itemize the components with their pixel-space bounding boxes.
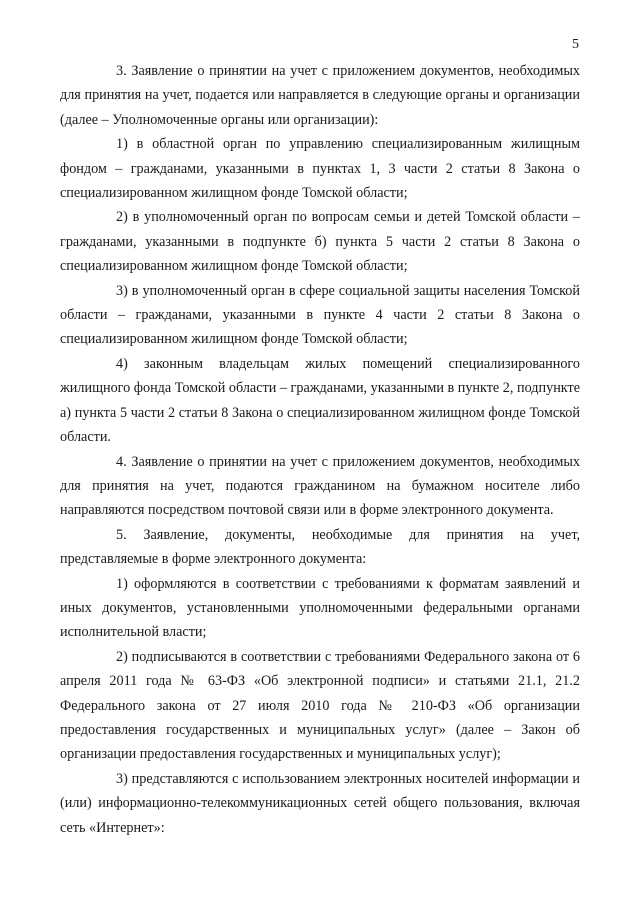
paragraph-item-5-subitem-2: 2) подписываются в соответствии с требованиями Федерального закона от 6 апреля 2011 года № 63-ФЗ «Об электронной подписи» и статьями 21.1, 21.2 Федерального закона от 27 июля 2010 года № 210-ФЗ «Об организации предоставления государственных и муниципальных услуг» (далее – Закон об организации предоставления государственных и муниципальных услуг); xyxy=(60,648,580,763)
paragraph-item-3: 3. Заявление о принятии на учет с приложением документов, необходимых для принятия на учет, подается или направляется в следующие органы и организации (далее – Уполномоченные органы или организации): xyxy=(60,63,580,128)
paragraph-item-5: 5. Заявление, документы, необходимые для принятия на учет, представляемые в форме электронного документа: xyxy=(60,526,580,568)
paragraph-subitem-3: 3) в уполномоченный орган в сфере социальной защиты населения Томской области – гражданами, указанными в пункте 4 части 2 статьи 8 Закона о специализированном жилищном фонде Томской области; xyxy=(60,282,580,348)
paragraph-item-4: 4. Заявление о принятии на учет с приложением документов, необходимых для принятия на учет, подаются гражданином на бумажном носителе либо направляются посредством почтовой связи или в форме электронного документа. xyxy=(60,453,580,519)
paragraph-subitem-4: 4) законным владельцам жилых помещений специализированного жилищного фонда Томской области – гражданами, указанными в пункте 2, подпункте а) пункта 5 части 2 статьи 8 Закона о специализированном жилищном фонде Томской области. xyxy=(60,355,580,446)
document-body xyxy=(60,59,580,840)
paragraph-item-5-subitem-3: 3) представляются с использованием электронных носителей информации и (или) информационно-телекоммуникационных сетей общего пользования, включая сеть «Интернет»: xyxy=(60,770,580,836)
page-number: 5 xyxy=(572,37,579,52)
paragraph-item-5-subitem-1: 1) оформляются в соответствии с требованиями к форматам заявлений и иных документов, установленными уполномоченными федеральными органами исполнительной власти; xyxy=(60,575,580,641)
paragraph-subitem-1: 1) в областной орган по управлению специализированным жилищным фондом – гражданами, указанными в пунктах 1, 3 части 2 статьи 8 Закона о специализированном жилищном фонде Томской области; xyxy=(60,136,580,202)
paragraph-subitem-2: 2) в уполномоченный орган по вопросам семьи и детей Томской области – гражданами, указанными в подпункте б) пункта 5 части 2 статьи 8 Закона о специализированном жилищном фонде Томской области; xyxy=(60,209,580,275)
